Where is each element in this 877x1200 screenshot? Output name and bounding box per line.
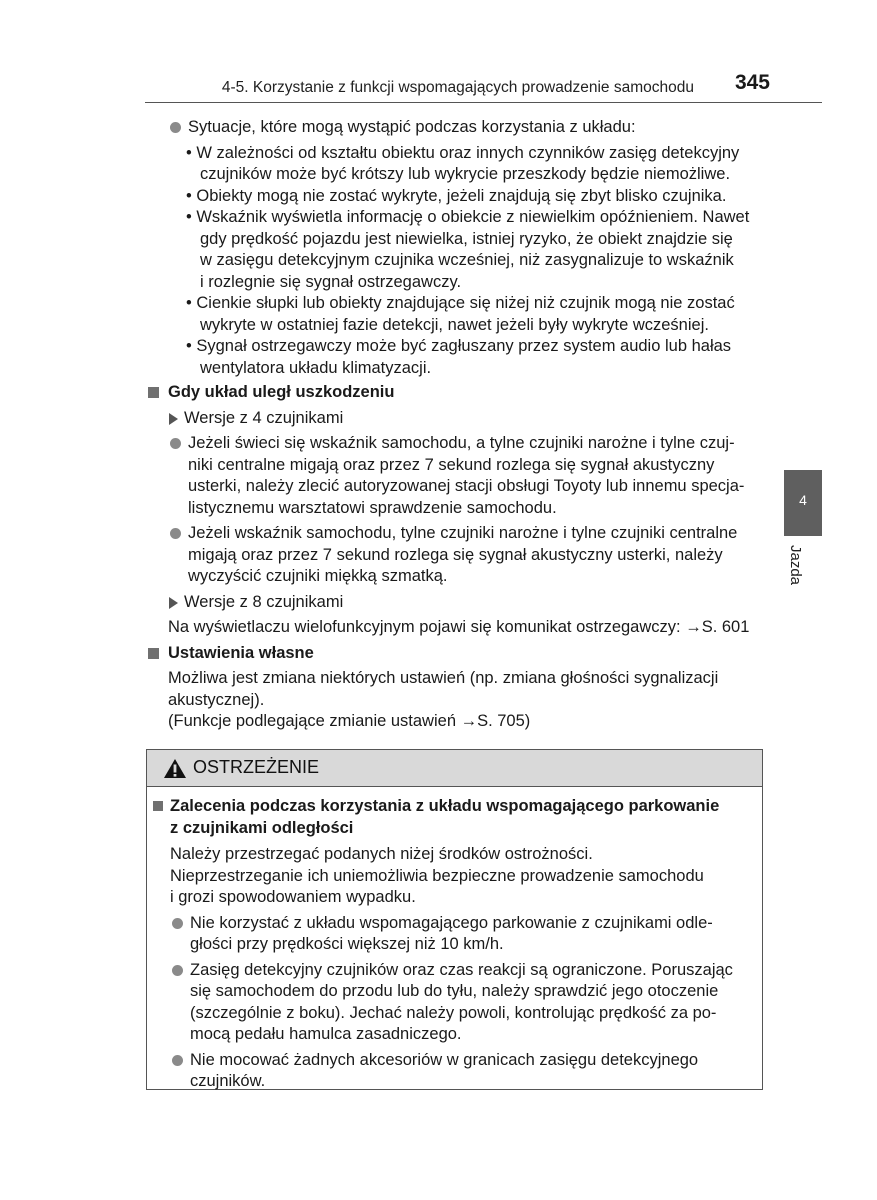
warning-title: OSTRZEŻENIE <box>193 757 320 777</box>
warning-icon <box>163 758 187 779</box>
circle-bullet-icon <box>172 965 183 976</box>
chapter-label: Jazda <box>787 545 804 586</box>
situation-item: • Sygnał ostrzegawczy może być zagłuszany przez system audio lub hałas wentylatora układu klimatyzacji. <box>186 337 732 377</box>
chapter-tab <box>784 470 822 536</box>
circle-bullet-icon <box>170 438 181 449</box>
warning-content <box>153 796 749 1093</box>
warning-box <box>146 749 763 1090</box>
page-header <box>145 72 822 103</box>
main-content <box>148 117 764 733</box>
warning-intro: Należy przestrzegać podanych niżej środków ostrożności. Nieprzestrzeganie ich uniemożliwia bezpieczne prowadzenie samochodu i grozi spowodowaniem wypadku. <box>170 845 704 906</box>
v4-label: Wersje z 4 czujnikami <box>148 408 764 430</box>
custom-heading: Ustawienia własne <box>148 643 764 665</box>
circle-bullet-icon <box>170 528 181 539</box>
circle-bullet-icon <box>172 1055 183 1066</box>
warning-heading: Zalecenia podczas korzystania z układu wspomagającego parkowanie z czujnikami odległości <box>153 796 749 839</box>
chapter-number: 4 <box>799 492 807 508</box>
triangle-bullet-icon <box>169 597 178 609</box>
square-bullet-icon <box>153 801 163 811</box>
page-number: 345 <box>734 71 770 94</box>
situation-item: • W zależności od kształtu obiektu oraz innych czynników zasięg detekcyjny czujników może być krótszy lub wykrycie przeszkody będzie niemożliwe. <box>186 143 740 183</box>
warning-header <box>147 750 762 787</box>
situation-item: • Wskaźnik wyświetla informację o obiekcie z niewielkim opóźnieniem. Nawet gdy prędkość pojazdu jest niewielka, istniej ryzyko, że obiekt znajdzie się w zasięgu detekcyjnym czujnika wcześniej, niż zasygnalizuje to wskaźnik i rozlegnie się sygnał ostrzegawczy. <box>186 208 750 291</box>
custom-text: Możliwa jest zmiana niektórych ustawień (np. zmiana głośności sygnalizacji akustycznej). (Funkcje podlegające zmianie ustawień →S. 705) <box>168 669 719 730</box>
warning-item: Nie mocować żadnych akcesoriów w granicach zasięgu detekcyjnego czujników. <box>153 1050 749 1093</box>
malfunction-item: Jeżeli świeci się wskaźnik samochodu, a tylne czujniki narożne i tylne czuj- niki centralne migają oraz przez 7 sekund rozlega się sygnał akustyczny usterki, należy zlecić autoryzowanej stacji obsługi Toyoty lub innemu specja- listycznemu warsztatowi sprawdzenie samochodu. <box>148 433 764 519</box>
square-bullet-icon <box>148 387 159 398</box>
warning-item: Nie korzystać z układu wspomagającego parkowanie z czujnikami odle- głości przy prędkości większej niż 10 km/h. <box>153 913 749 956</box>
malfunction-heading: Gdy układ uległ uszkodzeniu <box>148 382 764 404</box>
triangle-bullet-icon <box>169 413 178 425</box>
warning-item: Zasięg detekcyjny czujników oraz czas reakcji są ograniczone. Poruszając się samochodem do przodu lub do tyłu, należy sprawdzić jego otoczenie (szczególnie z boku). Jechać należy powoli, kontrolując prędkość za po- mocą pedału hamulca zasadniczego. <box>153 960 749 1046</box>
situation-item: • Cienkie słupki lub obiekty znajdujące się niżej niż czujnik mogą nie zostać wykryte w ostatniej fazie detekcji, nawet jeżeli były wykryte wcześniej. <box>186 294 735 334</box>
situations-intro: Sytuacje, które mogą wystąpić podczas korzystania z układu: <box>148 117 764 139</box>
circle-bullet-icon <box>170 122 181 133</box>
circle-bullet-icon <box>172 918 183 929</box>
malfunction-item: Jeżeli wskaźnik samochodu, tylne czujniki narożne i tylne czujniki centralne migają oraz przez 7 sekund rozlega się sygnał akustyczny usterki, należy wyczyścić czujniki miękką szmatką. <box>148 523 764 588</box>
v8-label: Wersje z 8 czujnikami <box>148 592 764 614</box>
situation-item: • Obiekty mogą nie zostać wykryte, jeżeli znajdują się zbyt blisko czujnika. <box>186 186 727 205</box>
v8-text: Na wyświetlaczu wielofunkcyjnym pojawi się komunikat ostrzegawczy: →S. 601 <box>168 618 750 636</box>
square-bullet-icon <box>148 648 159 659</box>
section-title: 4-5. Korzystanie z funkcji wspomagających prowadzenie samochodu <box>221 79 694 96</box>
